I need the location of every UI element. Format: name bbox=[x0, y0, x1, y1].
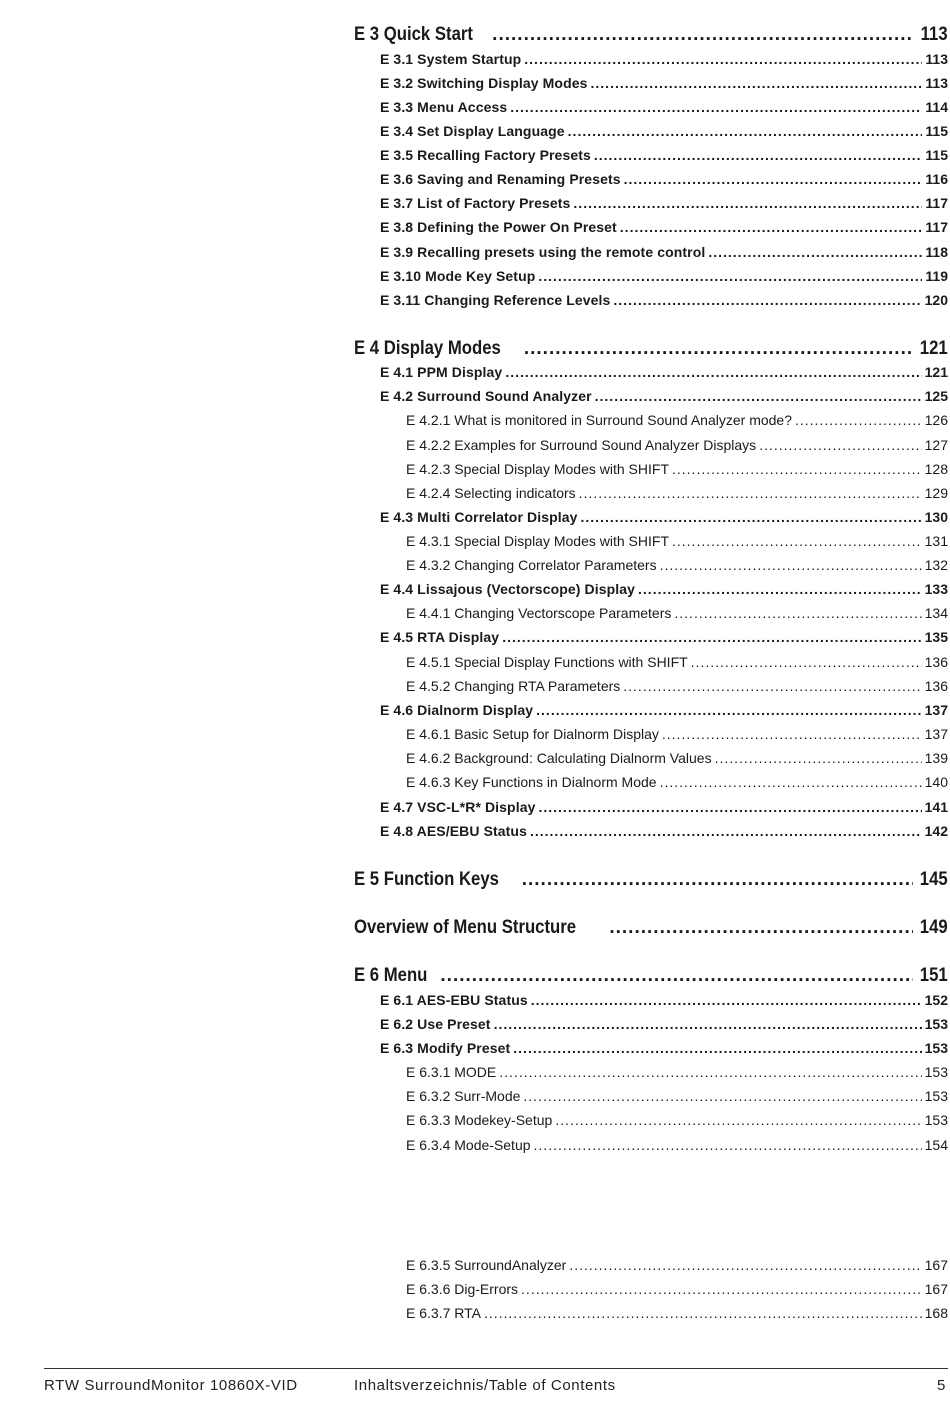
toc-entry-title: E 3.5 Recalling Factory Presets bbox=[380, 147, 591, 163]
toc-page-number: 167 bbox=[924, 1257, 948, 1273]
toc-entry-title: E 3.2 Switching Display Modes bbox=[380, 75, 588, 91]
toc-page-number: 149 bbox=[920, 917, 948, 938]
toc-section-entry[interactable] bbox=[380, 388, 948, 404]
toc-page-number: 153 bbox=[924, 1112, 948, 1128]
toc-entry-title: E 4.2.1 What is monitored in Surround Sound Analyzer mode? bbox=[406, 412, 792, 428]
toc-entry-title: E 4.2 Surround Sound Analyzer bbox=[380, 388, 592, 404]
dot-leader bbox=[638, 581, 922, 597]
toc-page-number: 132 bbox=[924, 557, 948, 573]
toc-entry-title: E 4.2.2 Examples for Surround Sound Analyzer Displays bbox=[406, 437, 757, 453]
toc-subsection-entry[interactable] bbox=[406, 726, 948, 742]
dot-leader bbox=[440, 965, 913, 987]
toc-entry-title: E 6.3.1 MODE bbox=[406, 1064, 497, 1080]
toc-subsection-entry[interactable] bbox=[406, 1137, 948, 1153]
dot-leader bbox=[569, 1257, 921, 1273]
toc-page-number: 114 bbox=[925, 99, 948, 115]
dot-leader bbox=[521, 1281, 922, 1297]
toc-entry-title: E 6.3.6 Dig-Errors bbox=[406, 1281, 519, 1297]
toc-page-number: 137 bbox=[924, 726, 948, 742]
toc-section-entry[interactable] bbox=[380, 147, 948, 163]
toc-entry-title: E 4 Display Modes bbox=[354, 338, 501, 359]
dot-leader bbox=[795, 412, 922, 428]
toc-entry-title: E 6.3.7 RTA bbox=[406, 1305, 481, 1321]
toc-section-entry[interactable] bbox=[380, 292, 948, 308]
toc-page-number: 119 bbox=[925, 268, 948, 284]
toc-entry-title: E 3.8 Defining the Power On Preset bbox=[380, 219, 617, 235]
toc-page-number: 121 bbox=[920, 338, 948, 359]
toc-entry-title: E 6.2 Use Preset bbox=[380, 1016, 491, 1032]
toc-page-number: 121 bbox=[924, 364, 948, 380]
toc-chapter-entry[interactable] bbox=[354, 917, 948, 939]
dot-leader bbox=[523, 1088, 921, 1104]
toc-subsection-entry[interactable] bbox=[406, 1064, 948, 1080]
toc-entry-title: Overview of Menu Structure bbox=[354, 917, 577, 938]
toc-section-entry[interactable] bbox=[380, 581, 948, 597]
toc-entry-title: E 3.4 Set Display Language bbox=[380, 123, 565, 139]
toc-page-number: 128 bbox=[924, 461, 948, 477]
dot-leader bbox=[591, 75, 923, 91]
toc-section-entry[interactable] bbox=[380, 244, 948, 260]
toc-subsection-entry[interactable] bbox=[406, 750, 948, 766]
dot-leader bbox=[620, 219, 923, 235]
dot-leader bbox=[531, 992, 922, 1008]
toc-section-entry[interactable] bbox=[380, 1040, 948, 1056]
toc-subsection-entry[interactable] bbox=[406, 437, 948, 453]
toc-subsection-entry[interactable] bbox=[406, 1305, 948, 1321]
toc-chapter-entry[interactable] bbox=[354, 965, 948, 987]
toc-page-number: 117 bbox=[925, 195, 948, 211]
toc-subsection-entry[interactable] bbox=[406, 1281, 948, 1297]
dot-leader bbox=[522, 869, 914, 891]
toc-page-number: 113 bbox=[925, 51, 948, 67]
dot-leader bbox=[538, 268, 922, 284]
toc-page-number: 126 bbox=[924, 412, 948, 428]
dot-leader bbox=[672, 533, 922, 549]
dot-leader bbox=[530, 823, 922, 839]
dot-leader bbox=[708, 244, 922, 260]
dot-leader bbox=[494, 1016, 922, 1032]
dot-leader bbox=[510, 99, 922, 115]
toc-entry-title: E 6.3.2 Surr-Mode bbox=[406, 1088, 521, 1104]
dot-leader bbox=[502, 629, 921, 645]
toc-page-number: 153 bbox=[924, 1088, 948, 1104]
footer-divider bbox=[44, 1368, 948, 1369]
dot-leader bbox=[609, 917, 913, 939]
toc-subsection-entry[interactable] bbox=[406, 485, 948, 501]
toc-entry-title: E 4.1 PPM Display bbox=[380, 364, 503, 380]
dot-leader bbox=[594, 147, 923, 163]
toc-entry-title: E 6.3 Modify Preset bbox=[380, 1040, 511, 1056]
toc-page-number: 145 bbox=[920, 869, 948, 890]
toc-page-number: 131 bbox=[924, 533, 948, 549]
toc-entry-title: E 4.6.2 Background: Calculating Dialnorm Values bbox=[406, 750, 712, 766]
toc-section-entry[interactable] bbox=[380, 364, 948, 380]
dot-leader bbox=[623, 678, 921, 694]
toc-page-number: 133 bbox=[924, 581, 948, 597]
toc-section-entry[interactable] bbox=[380, 171, 948, 187]
dot-leader bbox=[660, 774, 922, 790]
toc-entry-title: E 3.3 Menu Access bbox=[380, 99, 508, 115]
dot-leader bbox=[660, 557, 922, 573]
toc-entry-title: E 6.1 AES-EBU Status bbox=[380, 992, 528, 1008]
toc-section-entry[interactable] bbox=[380, 799, 948, 815]
toc-page-number: 142 bbox=[924, 823, 948, 839]
footer-section-title: Inhaltsverzeichnis/Table of Contents bbox=[354, 1377, 616, 1394]
toc-page-number: 120 bbox=[924, 292, 948, 308]
toc-entry-title: E 4.3.1 Special Display Modes with SHIFT bbox=[406, 533, 669, 549]
dot-leader bbox=[568, 123, 923, 139]
toc-entry-title: E 4.2.3 Special Display Modes with SHIFT bbox=[406, 461, 669, 477]
toc-entry-title: E 4.5 RTA Display bbox=[380, 629, 500, 645]
toc-page-number: 115 bbox=[925, 147, 948, 163]
toc-entry-title: E 4.5.1 Special Display Functions with SHIFT bbox=[406, 654, 688, 670]
toc-entry-title: E 4.6 Dialnorm Display bbox=[380, 702, 534, 718]
toc-entry-title: E 3 Quick Start bbox=[354, 24, 473, 45]
toc-section-entry[interactable] bbox=[380, 1016, 948, 1032]
toc-chapter-entry[interactable] bbox=[354, 338, 948, 360]
toc-subsection-entry[interactable] bbox=[406, 678, 948, 694]
toc-entry-title: E 3.1 System Startup bbox=[380, 51, 522, 67]
toc-chapter-entry[interactable] bbox=[354, 869, 948, 891]
toc-subsection-entry[interactable] bbox=[406, 605, 948, 621]
toc-page-number: 152 bbox=[924, 992, 948, 1008]
dot-leader bbox=[524, 338, 913, 360]
toc-entry-title: E 3.9 Recalling presets using the remote control bbox=[380, 244, 706, 260]
toc-subsection-entry[interactable] bbox=[406, 461, 948, 477]
dot-leader bbox=[579, 485, 922, 501]
dot-leader bbox=[499, 1064, 921, 1080]
toc-page-number: 134 bbox=[924, 605, 948, 621]
toc-entry-title: E 4.2.4 Selecting indicators bbox=[406, 485, 576, 501]
toc-entry-title: E 6.3.4 Mode-Setup bbox=[406, 1137, 531, 1153]
toc-entry-title: E 3.10 Mode Key Setup bbox=[380, 268, 536, 284]
dot-leader bbox=[513, 1040, 921, 1056]
toc-entry-title: E 4.4.1 Changing Vectorscope Parameters bbox=[406, 605, 672, 621]
toc-subsection-entry[interactable] bbox=[406, 774, 948, 790]
toc-entry-title: E 4.4 Lissajous (Vectorscope) Display bbox=[380, 581, 636, 597]
toc-subsection-entry[interactable] bbox=[406, 557, 948, 573]
dot-leader bbox=[613, 292, 921, 308]
toc-section-entry[interactable] bbox=[380, 219, 948, 235]
toc-page-number: 141 bbox=[924, 799, 948, 815]
dot-leader bbox=[555, 1112, 921, 1128]
toc-page-number: 140 bbox=[924, 774, 948, 790]
toc-section-entry[interactable] bbox=[380, 268, 948, 284]
dot-leader bbox=[662, 726, 922, 742]
toc-subsection-entry[interactable] bbox=[406, 1088, 948, 1104]
dot-leader bbox=[505, 364, 921, 380]
toc-section-entry[interactable] bbox=[380, 823, 948, 839]
toc-subsection-entry[interactable] bbox=[406, 412, 948, 428]
toc-subsection-entry[interactable] bbox=[406, 533, 948, 549]
toc-page-number: 135 bbox=[924, 629, 948, 645]
toc-page-number: 153 bbox=[924, 1016, 948, 1032]
toc-entry-title: E 5 Function Keys bbox=[354, 869, 499, 890]
toc-entry-title: E 4.6.3 Key Functions in Dialnorm Mode bbox=[406, 774, 657, 790]
toc-section-entry[interactable] bbox=[380, 629, 948, 645]
toc-page-number: 153 bbox=[924, 1064, 948, 1080]
dot-leader bbox=[672, 461, 922, 477]
toc-page-number: 129 bbox=[924, 485, 948, 501]
dot-leader bbox=[534, 1137, 922, 1153]
dot-leader bbox=[484, 1305, 922, 1321]
dot-leader bbox=[715, 750, 922, 766]
toc-entry-title: E 4.7 VSC-L*R* Display bbox=[380, 799, 536, 815]
toc-entry-title: E 3.6 Saving and Renaming Presets bbox=[380, 171, 621, 187]
toc-page-number: 113 bbox=[921, 24, 948, 45]
dot-leader bbox=[759, 437, 921, 453]
toc-page-number: 125 bbox=[924, 388, 948, 404]
dot-leader bbox=[674, 605, 921, 621]
toc-section-entry[interactable] bbox=[380, 123, 948, 139]
toc-section-entry[interactable] bbox=[380, 992, 948, 1008]
toc-page-number: 118 bbox=[925, 244, 948, 260]
toc-entry-title: E 6 Menu bbox=[354, 965, 428, 986]
toc-page-number: 115 bbox=[925, 123, 948, 139]
toc-subsection-entry[interactable] bbox=[406, 1257, 948, 1273]
toc-section-entry[interactable] bbox=[380, 509, 948, 525]
toc-entry-title: E 4.3 Multi Correlator Display bbox=[380, 509, 578, 525]
toc-page-number: 167 bbox=[924, 1281, 948, 1297]
toc-page-number: 136 bbox=[924, 678, 948, 694]
toc-page-number: 168 bbox=[924, 1305, 948, 1321]
toc-subsection-entry[interactable] bbox=[406, 654, 948, 670]
dot-leader bbox=[492, 24, 914, 46]
dot-leader bbox=[691, 654, 922, 670]
toc-page-number: 153 bbox=[924, 1040, 948, 1056]
toc-subsection-entry[interactable] bbox=[406, 1112, 948, 1128]
dot-leader bbox=[581, 509, 922, 525]
toc-page-number: 154 bbox=[924, 1137, 948, 1153]
toc-section-entry[interactable] bbox=[380, 51, 948, 67]
toc-entry-title: E 6.3.5 SurroundAnalyzer bbox=[406, 1257, 567, 1273]
toc-entry-title: E 4.8 AES/EBU Status bbox=[380, 823, 527, 839]
toc-page-number: 130 bbox=[924, 509, 948, 525]
dot-leader bbox=[536, 702, 921, 718]
footer-product: RTW SurroundMonitor 10860X-VID bbox=[44, 1377, 298, 1394]
dot-leader bbox=[595, 388, 922, 404]
toc-entry-title: E 4.5.2 Changing RTA Parameters bbox=[406, 678, 621, 694]
toc-page-number: 137 bbox=[924, 702, 948, 718]
toc-page-number: 113 bbox=[925, 75, 948, 91]
toc-page-number: 127 bbox=[924, 437, 948, 453]
toc-page-number: 117 bbox=[925, 219, 948, 235]
toc-page-number: 116 bbox=[925, 171, 948, 187]
toc-page-number: 151 bbox=[920, 965, 948, 986]
toc-section-entry[interactable] bbox=[380, 702, 948, 718]
dot-leader bbox=[573, 195, 922, 211]
toc-section-entry[interactable] bbox=[380, 99, 948, 115]
toc-page-number: 136 bbox=[924, 654, 948, 670]
toc-section-entry[interactable] bbox=[380, 195, 948, 211]
toc-page-number: 139 bbox=[924, 750, 948, 766]
toc-entry-title: E 6.3.3 Modekey-Setup bbox=[406, 1112, 553, 1128]
toc-entry-title: E 3.7 List of Factory Presets bbox=[380, 195, 571, 211]
dot-leader bbox=[538, 799, 921, 815]
dot-leader bbox=[524, 51, 922, 67]
toc-entry-title: E 3.11 Changing Reference Levels bbox=[380, 292, 611, 308]
toc-section-entry[interactable] bbox=[380, 75, 948, 91]
toc-chapter-entry[interactable] bbox=[354, 24, 948, 46]
toc-entry-title: E 4.3.2 Changing Correlator Parameters bbox=[406, 557, 657, 573]
dot-leader bbox=[624, 171, 923, 187]
toc-entry-title: E 4.6.1 Basic Setup for Dialnorm Display bbox=[406, 726, 659, 742]
footer-page-number: 5 bbox=[937, 1377, 946, 1394]
